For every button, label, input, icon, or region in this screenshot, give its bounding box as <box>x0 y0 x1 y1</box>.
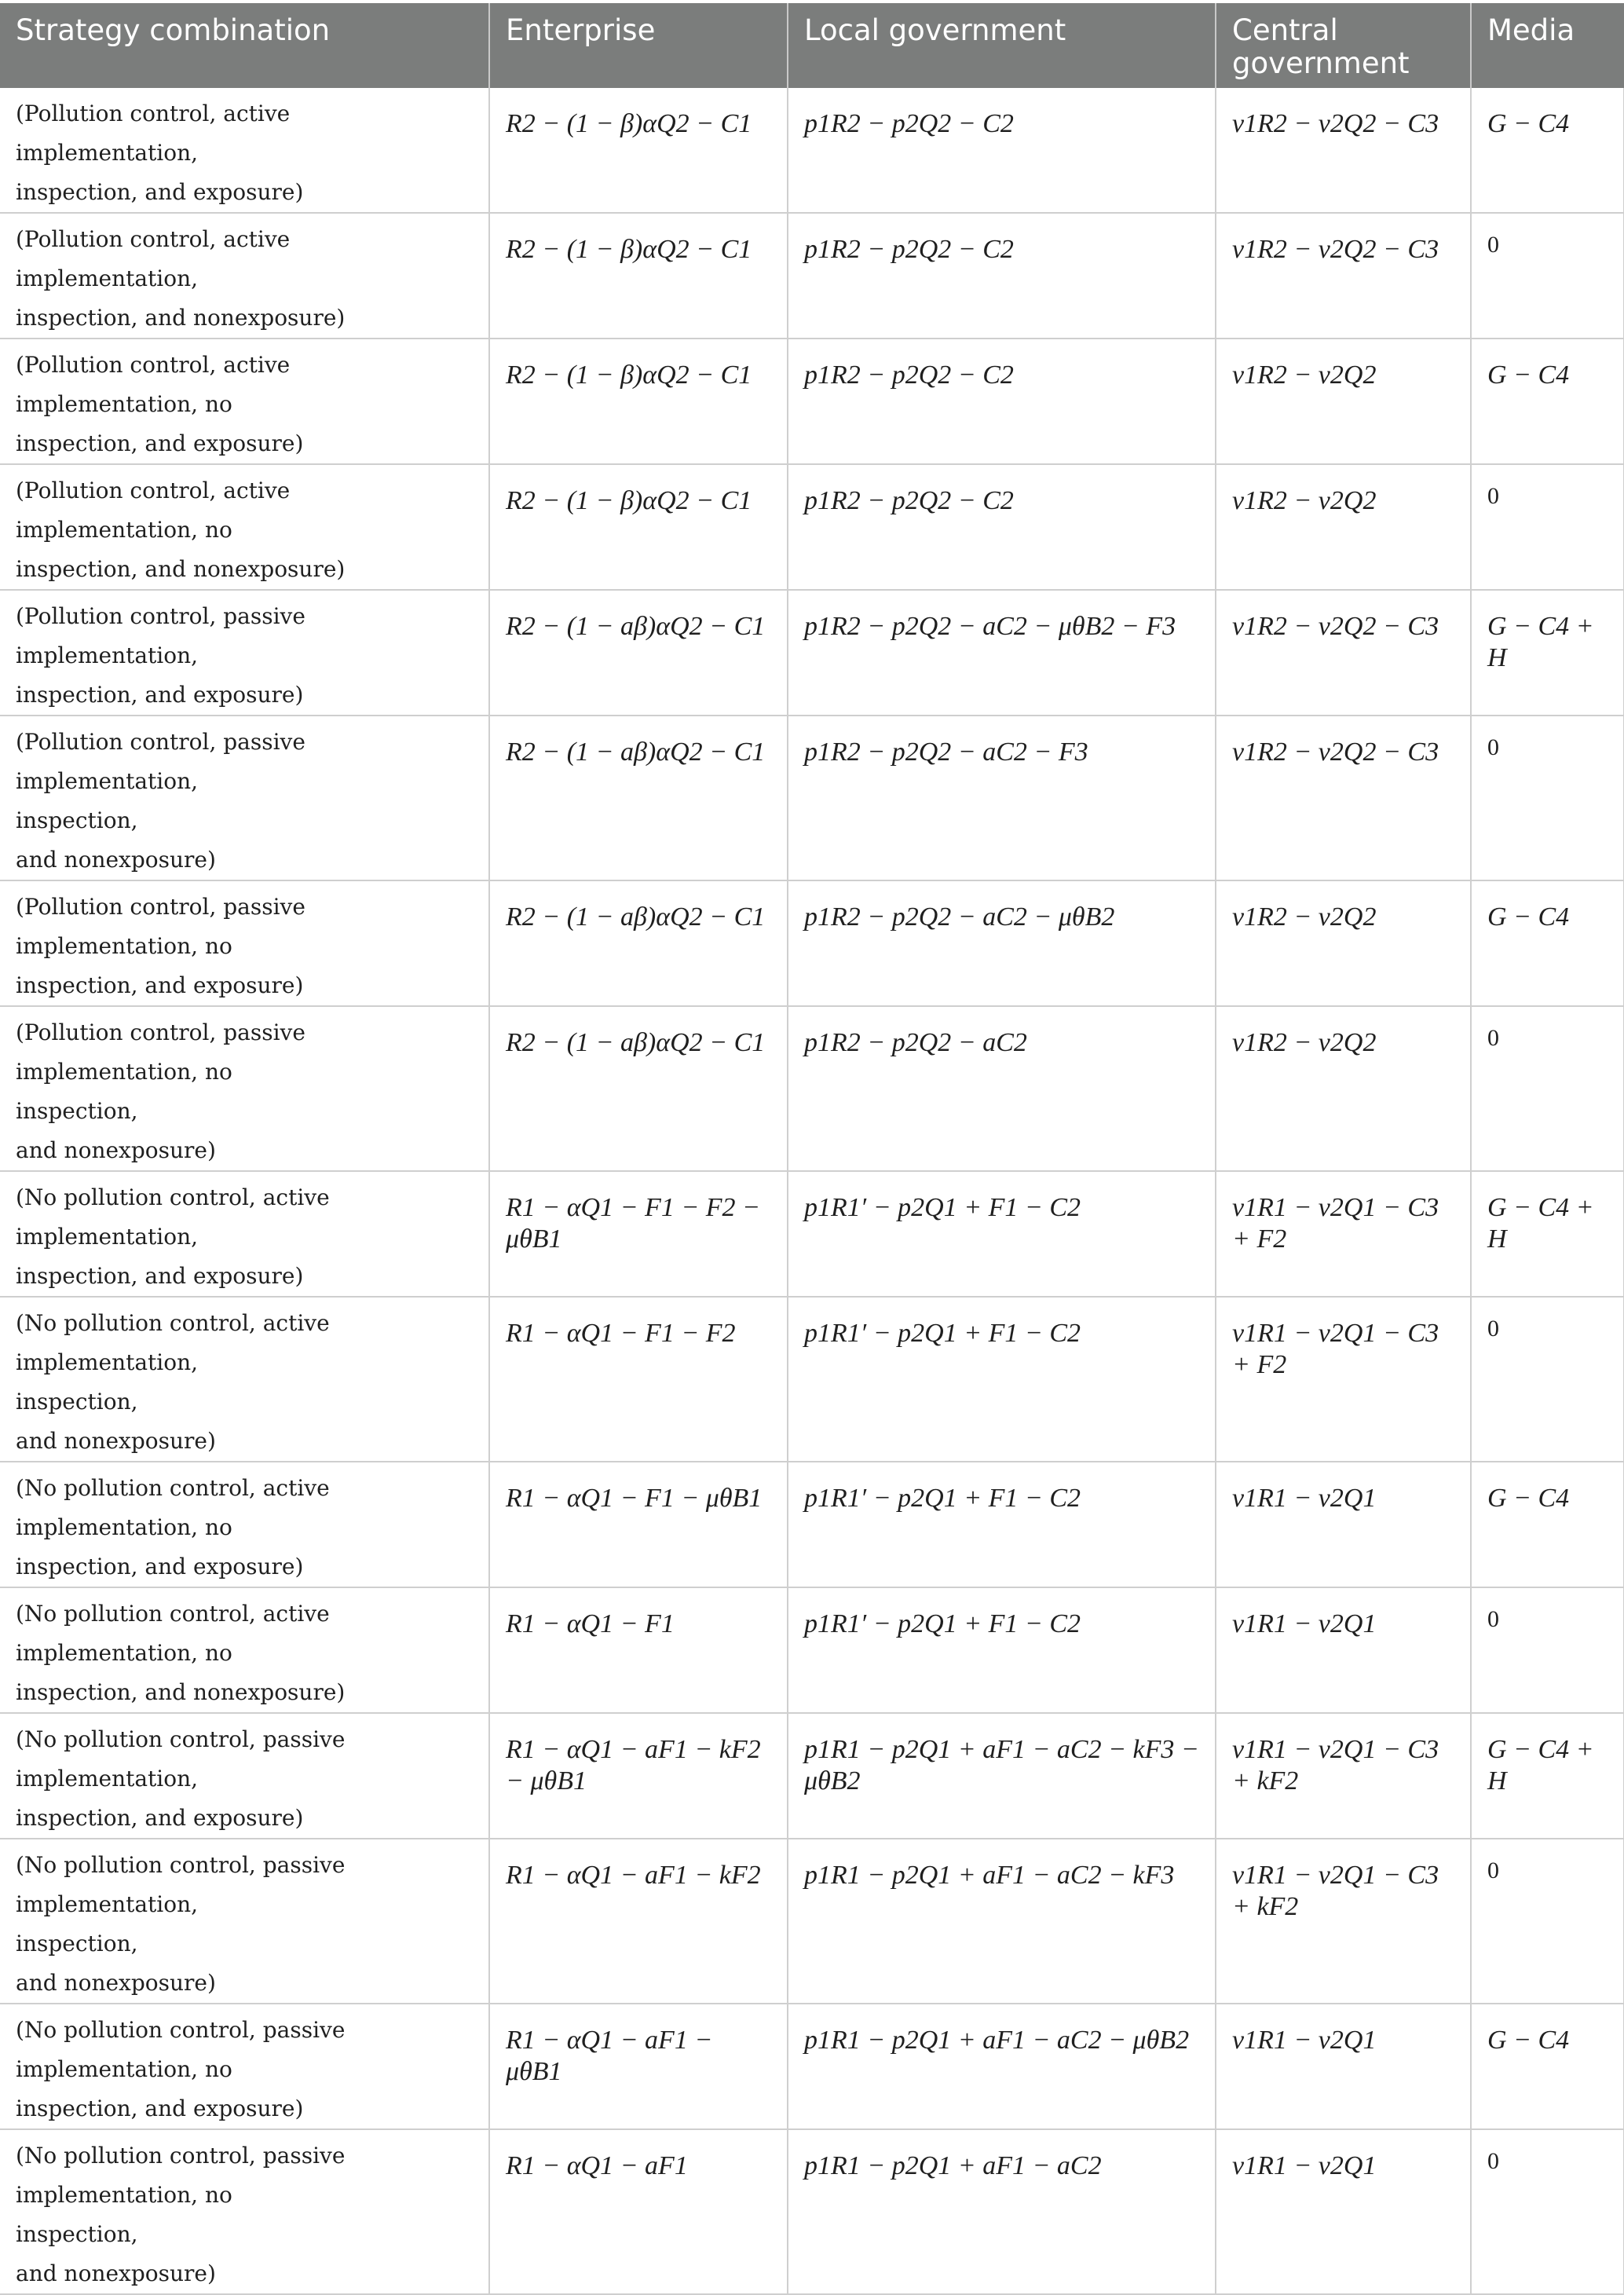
cell-local-government: p1R1′ − p2Q1 + F1 − C2 <box>788 1171 1216 1297</box>
cell-local-government: p1R2 − p2Q2 − aC2 <box>788 1006 1216 1171</box>
cell-media: 0 <box>1471 716 1624 880</box>
cell-local-government: p1R2 − p2Q2 − C2 <box>788 88 1216 213</box>
strategy-line: inspection, and exposure) <box>16 2096 304 2121</box>
cell-local-government: p1R1 − p2Q1 + aF1 − aC2 <box>788 2129 1216 2294</box>
strategy-line: inspection, and exposure) <box>16 682 304 708</box>
cell-local-government: p1R2 − p2Q2 − aC2 − F3 <box>788 716 1216 880</box>
strategy-line: (Pollution control, passive implementation, <box>16 603 305 668</box>
table-row <box>0 1587 1624 1713</box>
cell-central-government: v1R2 − v2Q2 <box>1216 1006 1471 1171</box>
cell-local-government: p1R2 − p2Q2 − C2 <box>788 464 1216 590</box>
strategy-line: (No pollution control, passive implementation, no <box>16 2143 346 2208</box>
table-row <box>0 716 1624 880</box>
table-row <box>0 1713 1624 1839</box>
table-row <box>0 213 1624 339</box>
cell-strategy <box>0 88 489 213</box>
cell-central-government: v1R1 − v2Q1 − C3 + F2 <box>1216 1171 1471 1297</box>
table-row <box>0 2004 1624 2129</box>
cell-central-government: v1R1 − v2Q1 <box>1216 2004 1471 2129</box>
cell-local-government: p1R1 − p2Q1 + aF1 − aC2 − kF3 − μθB2 <box>788 1713 1216 1839</box>
strategy-line: inspection, and exposure) <box>16 1263 304 1289</box>
cell-media: 0 <box>1471 2129 1624 2294</box>
cell-media: G − C4 <box>1471 88 1624 213</box>
cell-media: G − C4 <box>1471 880 1624 1006</box>
cell-enterprise: R2 − (1 − β)αQ2 − C1 <box>489 464 788 590</box>
strategy-line: inspection, and exposure) <box>16 430 304 456</box>
strategy-line: (Pollution control, active implementation, no <box>16 478 291 543</box>
cell-enterprise: R1 − αQ1 − F1 <box>489 1587 788 1713</box>
strategy-line: inspection, <box>16 807 138 833</box>
table-row <box>0 88 1624 213</box>
table-row <box>0 880 1624 1006</box>
table-row <box>0 1171 1624 1297</box>
cell-enterprise: R1 − αQ1 − aF1 − kF2 − μθB1 <box>489 1713 788 1839</box>
cell-media: 0 <box>1471 1297 1624 1462</box>
cell-enterprise: R1 − αQ1 − F1 − μθB1 <box>489 1462 788 1587</box>
cell-enterprise: R2 − (1 − β)αQ2 − C1 <box>489 339 788 464</box>
strategy-line: (Pollution control, active implementation, <box>16 101 291 166</box>
strategy-line: and nonexposure) <box>16 1428 216 1454</box>
cell-enterprise: R2 − (1 − β)αQ2 − C1 <box>489 213 788 339</box>
cell-enterprise: R1 − αQ1 − aF1 − μθB1 <box>489 2004 788 2129</box>
cell-central-government: v1R2 − v2Q2 <box>1216 880 1471 1006</box>
table-row <box>0 464 1624 590</box>
cell-local-government: p1R1′ − p2Q1 + F1 − C2 <box>788 1297 1216 1462</box>
cell-media: G − C4 <box>1471 2004 1624 2129</box>
cell-local-government: p1R1 − p2Q1 + aF1 − aC2 − μθB2 <box>788 2004 1216 2129</box>
cell-media: 0 <box>1471 464 1624 590</box>
cell-media: 0 <box>1471 1587 1624 1713</box>
strategy-line: inspection, <box>16 2221 138 2247</box>
cell-strategy <box>0 1171 489 1297</box>
strategy-line: inspection, and nonexposure) <box>16 305 346 331</box>
cell-local-government: p1R1 − p2Q1 + aF1 − aC2 − kF3 <box>788 1839 1216 2004</box>
cell-central-government: v1R1 − v2Q1 <box>1216 2129 1471 2294</box>
cell-central-government: v1R1 − v2Q1 <box>1216 1462 1471 1587</box>
strategy-line: and nonexposure) <box>16 847 216 873</box>
strategy-line: (Pollution control, passive implementation, no <box>16 894 305 959</box>
strategy-line: inspection, <box>16 1098 138 1124</box>
cell-central-government: v1R2 − v2Q2 − C3 <box>1216 213 1471 339</box>
cell-media: 0 <box>1471 213 1624 339</box>
cell-strategy <box>0 880 489 1006</box>
cell-central-government: v1R2 − v2Q2 <box>1216 464 1471 590</box>
cell-enterprise: R1 − αQ1 − F1 − F2 − μθB1 <box>489 1171 788 1297</box>
strategy-line: inspection, and exposure) <box>16 1805 304 1831</box>
strategy-line: and nonexposure) <box>16 1137 216 1163</box>
cell-strategy <box>0 1587 489 1713</box>
payoff-table <box>0 3 1624 2295</box>
strategy-line: inspection, <box>16 1389 138 1415</box>
strategy-line: (No pollution control, active implementation, <box>16 1310 330 1375</box>
cell-central-government: v1R2 − v2Q2 <box>1216 339 1471 464</box>
cell-local-government: p1R2 − p2Q2 − C2 <box>788 339 1216 464</box>
strategy-line: (No pollution control, passive implementation, <box>16 1726 346 1792</box>
table-body <box>0 88 1624 2294</box>
header-media: Media <box>1471 3 1624 88</box>
strategy-line: inspection, and exposure) <box>16 972 304 998</box>
cell-enterprise: R2 − (1 − aβ)αQ2 − C1 <box>489 1006 788 1171</box>
cell-central-government: v1R1 − v2Q1 − C3 + F2 <box>1216 1297 1471 1462</box>
cell-strategy <box>0 716 489 880</box>
cell-central-government: v1R1 − v2Q1 − C3 + kF2 <box>1216 1713 1471 1839</box>
strategy-line: inspection, and nonexposure) <box>16 1679 346 1705</box>
cell-central-government: v1R2 − v2Q2 − C3 <box>1216 590 1471 716</box>
cell-media: 0 <box>1471 1839 1624 2004</box>
table-header-row <box>0 3 1624 88</box>
strategy-line: (Pollution control, active implementation, <box>16 226 291 291</box>
strategy-line: (No pollution control, passive implementation, no <box>16 2017 346 2082</box>
cell-strategy <box>0 213 489 339</box>
cell-central-government: v1R1 − v2Q1 − C3 + kF2 <box>1216 1839 1471 2004</box>
cell-strategy <box>0 1839 489 2004</box>
cell-strategy <box>0 1297 489 1462</box>
strategy-line: inspection, and exposure) <box>16 179 304 205</box>
table-row <box>0 1297 1624 1462</box>
cell-media: 0 <box>1471 1006 1624 1171</box>
cell-media: G − C4 + H <box>1471 1171 1624 1297</box>
strategy-line: and nonexposure) <box>16 1970 216 1996</box>
strategy-line: (No pollution control, active implementation, no <box>16 1475 330 1540</box>
strategy-line: inspection, and nonexposure) <box>16 556 346 582</box>
strategy-line: (Pollution control, passive implementation, <box>16 729 305 794</box>
cell-enterprise: R1 − αQ1 − aF1 − kF2 <box>489 1839 788 2004</box>
table-row <box>0 1462 1624 1587</box>
table-row <box>0 1839 1624 2004</box>
strategy-line: inspection, <box>16 1931 138 1956</box>
cell-local-government: p1R1′ − p2Q1 + F1 − C2 <box>788 1462 1216 1587</box>
cell-enterprise: R2 − (1 − aβ)αQ2 − C1 <box>489 880 788 1006</box>
cell-enterprise: R1 − αQ1 − aF1 <box>489 2129 788 2294</box>
cell-local-government: p1R2 − p2Q2 − aC2 − μθB2 <box>788 880 1216 1006</box>
strategy-line: inspection, and exposure) <box>16 1554 304 1579</box>
cell-strategy <box>0 1462 489 1587</box>
cell-strategy <box>0 2004 489 2129</box>
cell-media: G − C4 + H <box>1471 1713 1624 1839</box>
cell-local-government: p1R2 − p2Q2 − aC2 − μθB2 − F3 <box>788 590 1216 716</box>
strategy-line: (Pollution control, active implementation, no <box>16 352 291 417</box>
cell-enterprise: R2 − (1 − aβ)αQ2 − C1 <box>489 590 788 716</box>
cell-central-government: v1R2 − v2Q2 − C3 <box>1216 88 1471 213</box>
cell-strategy <box>0 339 489 464</box>
cell-strategy <box>0 590 489 716</box>
cell-strategy <box>0 2129 489 2294</box>
table-row <box>0 2129 1624 2294</box>
header-central-government: Central government <box>1216 3 1471 88</box>
cell-strategy <box>0 1713 489 1839</box>
table-row <box>0 339 1624 464</box>
strategy-line: and nonexposure) <box>16 2260 216 2286</box>
cell-enterprise: R2 − (1 − aβ)αQ2 − C1 <box>489 716 788 880</box>
strategy-line: (Pollution control, passive implementation, no <box>16 1019 305 1085</box>
table-row <box>0 1006 1624 1171</box>
cell-media: G − C4 <box>1471 339 1624 464</box>
cell-central-government: v1R2 − v2Q2 − C3 <box>1216 716 1471 880</box>
strategy-line: (No pollution control, active implementation, <box>16 1184 330 1250</box>
cell-enterprise: R2 − (1 − β)αQ2 − C1 <box>489 88 788 213</box>
header-enterprise: Enterprise <box>489 3 788 88</box>
strategy-line: (No pollution control, active implementation, no <box>16 1601 330 1666</box>
cell-central-government: v1R1 − v2Q1 <box>1216 1587 1471 1713</box>
cell-enterprise: R1 − αQ1 − F1 − F2 <box>489 1297 788 1462</box>
cell-strategy <box>0 464 489 590</box>
table-row <box>0 590 1624 716</box>
cell-media: G − C4 + H <box>1471 590 1624 716</box>
cell-media: G − C4 <box>1471 1462 1624 1587</box>
header-local-government: Local government <box>788 3 1216 88</box>
header-strategy: Strategy combination <box>0 3 489 88</box>
cell-local-government: p1R2 − p2Q2 − C2 <box>788 213 1216 339</box>
cell-local-government: p1R1′ − p2Q1 + F1 − C2 <box>788 1587 1216 1713</box>
strategy-line: (No pollution control, passive implementation, <box>16 1852 346 1917</box>
cell-strategy <box>0 1006 489 1171</box>
